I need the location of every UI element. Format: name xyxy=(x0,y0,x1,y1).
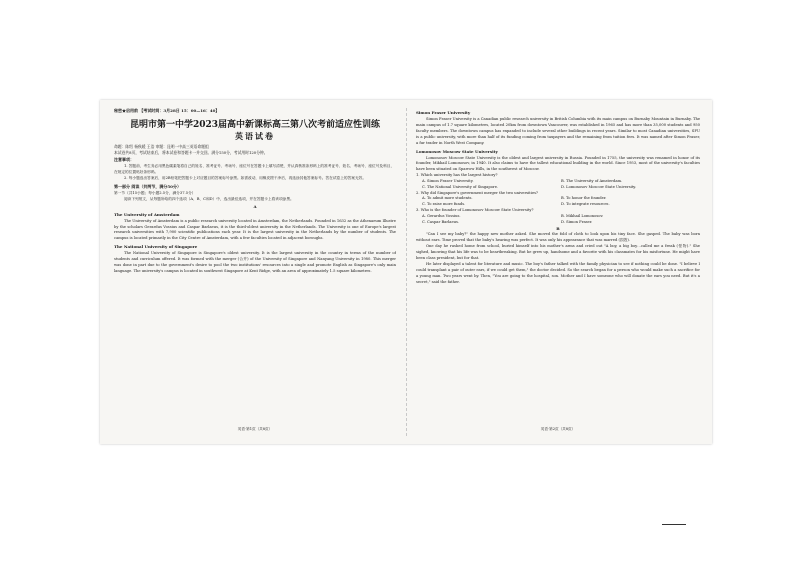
section-1-instructions: 阅读下列短文，从每题所给的四个选项（A、B、C和D）中，选出最佳选项，并在答题卡上将该项涂黑。 xyxy=(124,196,294,201)
section-1-heading: 第一节（共15小题；每小题2.5分，满分37.5分） xyxy=(114,190,196,195)
option: C. The National University of Singapore. xyxy=(422,184,499,189)
exam-subtitle: 英语试卷 xyxy=(235,131,275,141)
story-paragraph: "Can I see my baby?" the happy new mother asked. She moved the fold of cloth to look upon his tiny face. She gasped. The baby was born without ears. Time proved that the baby's hearing was perfect. It was only his appearance that was marred (损毁). xyxy=(416,232,700,243)
intro-note: 本试卷共8页，考试结束后，将本试卷和答题卡一并交回。满分150分，考试用时120分钟。 xyxy=(114,149,268,155)
passage-a-label: A xyxy=(253,203,257,209)
option: D. Lomonosov Moscow State University. xyxy=(561,184,637,189)
uni-singapore-text: The National University of Singapore is Singapore's oldest university. It is the largest university in the country in terms of the number of students and curriculum offered. It was formed with the merger (合并) of the University of Singapore and Nanyang University in 1980. This merger was done in part due to the government's desire to pool the two institutions' resources into a single and promote English as Singapore's only main language. The university's campus is located in southwest Singapore at Kent Ridge, with an area of approximately 1.5 square kilometres. xyxy=(114,251,396,273)
uni-sfu-text: Simon Fraser University is a Canadian public research university in British Columbia with its main campus on Burnaby Mountain in Burnaby. The main campus of 1.7 square kilometres, located 20km from downtown Vancouver, was established in 1965 and has more than 35,000 students and 950 faculty members. The downtown campus has expanded to include several other buildings in recent years. Similar to most Canadian universities, SFU is a public university, with more than half of its funding coming from taxpayers and the remaining from tuition fees. It was named after Simon Fraser, a fur trader in North West Company. xyxy=(416,117,700,145)
uni-sfu-title: Simon Fraser University xyxy=(416,110,471,115)
part-1-heading: 第一部分 阅读（共两节，满分50分） xyxy=(114,183,181,189)
note-1: 1. 答题前，考生务必用黑色碳素笔将自己的姓名、准考证号、考场号、座位号在答题卡上填写清楚，并认真核准条形码上的准考证号、姓名、考场号、座位号及科目，在规定的位置贴好条形码。 xyxy=(114,164,395,175)
question-3: 3. Who is the founder of Lomonosov Moscow State University? xyxy=(416,208,534,213)
question-3-options xyxy=(416,214,700,226)
option: C. To raise more funds. xyxy=(422,202,466,207)
exam-title: 昆明市第一中学2023届高中新课标高三第八次考前适应性训练 xyxy=(129,120,381,130)
left-column xyxy=(114,108,396,436)
scan-mark xyxy=(662,524,686,525)
question-2-options xyxy=(416,196,700,208)
story-paragraph: He later displayed a talent for literature and music. The boy's father talked with the family physician to see if nothing could be done. "I believe I could transplant a pair of outer ears, if we could get them," the doctor decided. So the search began for a person who would make such a sacrifice for a young man. Two years went by. Then, "You are going to the hospital, son. Mother and I have someone who will donate the ears you need. But it's a secret," said the father. xyxy=(416,261,700,284)
exam-sheet xyxy=(100,100,712,444)
uni-moscow-title: Lomonosov Moscow State University xyxy=(416,148,498,154)
uni-amsterdam-title: The University of Amsterdam xyxy=(114,211,180,217)
header-line: 秘密★启用前 【考试时间：3月28日 15：00—16：40】 xyxy=(114,108,220,113)
question-1: 1. Which university has the largest history? xyxy=(416,173,498,178)
note-2: 2. 每小题选出答案后，用2B铅笔把答题卡上对应题目的答案标号涂黑。如需改动，用橡皮擦干净后，再选涂其他答案标号。答在试卷上的答案无效。 xyxy=(124,176,367,180)
right-column xyxy=(416,108,700,436)
option: A. To admit more students. xyxy=(422,196,473,201)
option: B. The University of Amsterdam. xyxy=(561,179,623,184)
option: D. Simon Fraser. xyxy=(561,219,593,224)
right-page-footer: 英语·第2页（共8页） xyxy=(540,427,576,431)
question-2: 2. Why did Singapore's government merger the two universities? xyxy=(416,190,539,195)
option: C. Caspar Barlaeus. xyxy=(422,219,460,224)
option: A. Simon Fraser University. xyxy=(422,179,474,184)
left-page-footer: 英语·第1页（共8页） xyxy=(237,427,273,431)
option: A. Gerardus Vossius. xyxy=(422,213,461,218)
notes-label: 注意事项： xyxy=(114,157,134,163)
uni-singapore-title: The National University of Singapore xyxy=(114,244,198,250)
option: D. To integrate resources. xyxy=(561,202,610,207)
uni-moscow-text: Lomonosov Moscow State University is the oldest and largest university in Russia. Founded in 1755, the university was renamed in honor of its founder, Mikhail Lomonosov, in 1940. It also claims to have the tallest educational building in the world. Since 1953, most of the university's faculties have been situated on Sparrow Hills, in the southwest of Moscow. xyxy=(416,155,700,172)
question-1-options xyxy=(416,179,700,191)
uni-amsterdam-text: The University of Amsterdam is a public research university located in Amsterdam, the Netherlands. Founded in 1632 as the Athenaeum Illustre by the scholars Gerardus Vossius and Caspar Barlaeus, it is the third-oldest university in the Netherlands. The University is one of Europe's largest research universities with 7,900 scientific publications each year. It is the largest university in the Netherlands by the number of students. The campus is located primarily in the City Centre of Amsterdam, with a few faculties located in adjacent boroughs. xyxy=(114,218,396,241)
option: B. Mikhail Lomonosov. xyxy=(561,213,604,218)
passage-b-label: B xyxy=(556,226,560,232)
option: B. To honor the founder. xyxy=(561,196,607,201)
column-divider xyxy=(406,108,407,436)
story-paragraph: One day he rushed home from school, buried himself into his mother's arms and cried out "A boy, a big boy…called me a freak (怪物)." She sighed, knowing that his life was to be heartbreaking. But he grew up, handsome and a favorite with his classmates for his misfortune. He might have been class president, but for that. xyxy=(416,244,700,261)
author-line: 命题：陈绍 杨秋媛 王浩 审题：昆明一中高三英语命题组 xyxy=(114,144,209,149)
